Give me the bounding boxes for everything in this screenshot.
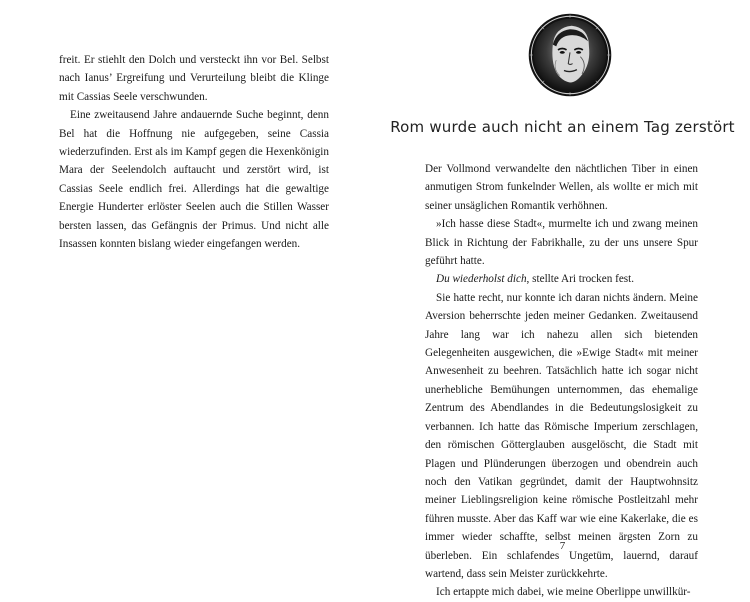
left-paragraph-1: freit. Er stiehlt den Dolch und versteckt ihn vor Bel. Selbst nach Ianus’ Ergreifung und Verurteilung bleibt die Klinge mit Cassias Seele verschwunden. (59, 54, 329, 103)
italic-thought: Du wiederholst dich (436, 273, 527, 286)
right-paragraph-5: Ich ertappte mich dabei, wie meine Oberlippe unwillkür- (436, 586, 691, 599)
left-paragraph-2: Eine zweitausend Jahre andauernde Suche beginnt, denn Bel hat die Hoffnung nie aufgegeben, seine Cassia wiederzufinden. Erst als im Kampf gegen die Hexenkönigin Mara der Seelendolch auftaucht und zerstört wird, ist Cassias Seele endlich frei. Allerdings hat die gewaltige Energie Hunderter erlöster Seelen auch die Stillen Wasser bersten lassen, das Gefängnis der Primus. Und nicht alle Insassen konnten bislang wieder eingefangen werden. (59, 109, 329, 251)
page-number: 7 (559, 540, 566, 552)
right-page (375, 0, 750, 597)
left-page-text (59, 51, 329, 253)
right-paragraph-4: Sie hatte recht, nur konnte ich daran nichts ändern. Meine Aversion beherrschte jeden meiner Gedanken. Zweitausend Jahre lang war ich nahezu allen sich bietenden Gelegenheiten ausgewichen, die »Ewige Stadt« mit meiner Anwesenheit zu beehren. Tatsächlich hatte ich sogar nicht unerhebliche Bemühungen unternommen, das ehemalige Zentrum des Abendlandes in die Bedeutungslosigkeit zu verbannen. Ich hatte das Römische Imperium zerschlagen, den römischen Götterglauben ausgelöscht, die Stadt mit Plagen und Plünderungen überzogen und obendrein auch noch den Vatikan gegründet, damit der Hauptwohnsitz meiner Lieblingsreligion keine römische Postleitzahl mehr führen musste. Aber das Kaff war wie eine Kakerlake, die es immer wieder schaffte, selbst meinen ärgsten Zorn zu überleben. Ein schlafendes Ungetüm, lauernd, darauf wartend, dass sein Meister zurückkehrte. (425, 291, 698, 580)
right-paragraph-2: »Ich hasse diese Stadt«, murmelte ich und zwang meinen Blick in Richtung der Fabrikhalle, zu der uns unsere Spur geführt hatte. (425, 218, 698, 268)
chapter-title: Rom wurde auch nicht an einem Tag zerstört (390, 118, 735, 136)
right-paragraph-1: Der Vollmond verwandelte den nächtlichen Tiber in einen anmutigen Strom funkelnder Wellen, als wollte er mich mit seiner unsäglichen Romantik verhöhnen. (425, 163, 698, 212)
right-page-text (425, 160, 698, 602)
right-paragraph-3-rest: , stellte Ari trocken fest. (526, 273, 635, 286)
coin-face-icon (527, 12, 613, 98)
left-page (0, 0, 375, 597)
right-paragraph-3 (425, 270, 698, 288)
